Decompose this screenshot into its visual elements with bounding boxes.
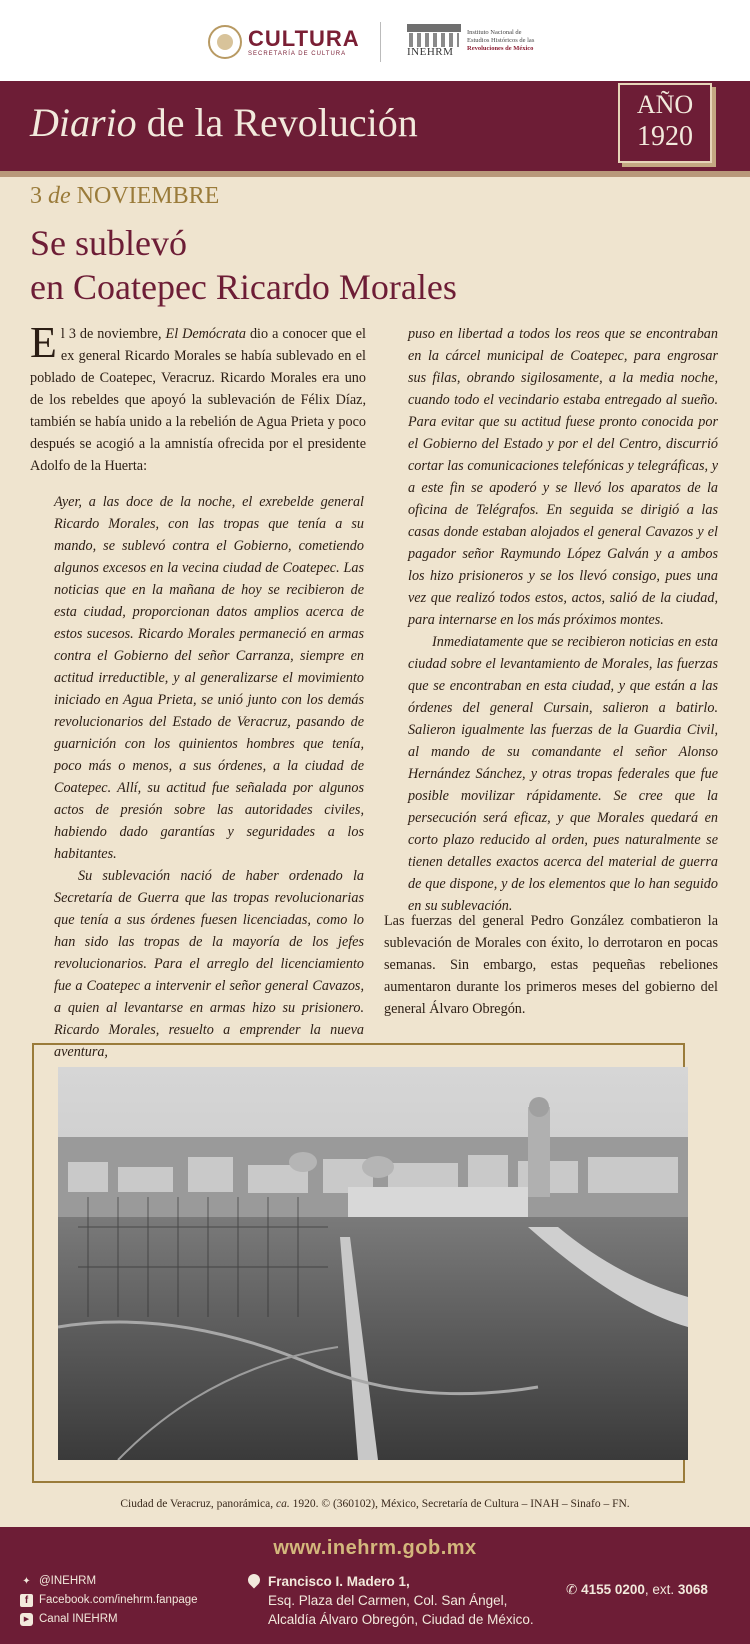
seal-icon — [208, 25, 242, 59]
social-links — [20, 1572, 198, 1629]
quote-paragraph-3: puso en libertad a todos los reos que se encontraban en la cárcel municipal de Coatepec, para engrosar sus filas, obrando sigilosamente, a la media noche, cuando todo el vecindario estaba entregado al sueño. Para evitar que su actitud fuese pronto conocida por el Gobierno del Estado y por el del Centro, discurrió cortar las comunicaciones telefónicas y telegráficas, y a este fin se apoderó y se llevó los aparatos de la oficina de Telégrafos. En seguida se dirigió a las casas donde estaban alojados el general Cavazos y el pagador señor Raymundo López Galván y a ambos los hizo prisioneros y se los llevó consigo, pues una vez que realizó todos estos, actos, salió de la ciudad, para internarse en los más próximos montes. — [408, 326, 718, 628]
phone-icon: ✆ — [566, 1582, 582, 1597]
youtube-channel: Canal INEHRM — [39, 1613, 118, 1625]
date-de: de — [48, 183, 71, 209]
quote-paragraph-4: Inmediatamente que se recibieron noticias en esta ciudad sobre el levantamiento de Morales, las fuerzas que se encontraban en esta ciudad, y que están a las órdenes del general Cursain, salieron a batirlo. Salieron igualmente las fuerzas de la Guardia Civil, al mando de su comandante el señor Alonso Hernández Sánchez, y otras tropas federales que fue posible movilizar rápidamente. Se cree que la persecución será eficaz, y que Morales quedará en corto plazo reducido al orden, pues naturalmente se tienen detalles exactos acerca del material de guerra de que dispone, y de los elementos que lo han seguido en su sublevación. — [408, 634, 718, 914]
twitter-icon: ✦ — [22, 1576, 31, 1587]
top-bar — [0, 0, 750, 81]
quote-right — [408, 323, 718, 917]
caption-circa: ca. — [275, 1498, 290, 1510]
facebook-icon: f — [20, 1594, 33, 1607]
photo-caption — [0, 1498, 750, 1510]
closing-paragraph: Las fuerzas del general Pedro González combatieron la sublevación de Morales con éxito, lo derrotaron en pocas semanas. Sin embargo, estas pequeñas rebeliones aumentaron durante los primeros meses del gobierno del general Álvaro Obregón. — [384, 913, 718, 1017]
quote-paragraph-2: Su sublevación nació de haber ordenado la Secretaría de Guerra que las tropas revolucionarias que tenía a sus órdenes fuesen licenciadas, como lo han sido las tropas de la mayoría de los jefes revolucionarios. Para el arreglo del licenciamiento fue a Coatepec a intervenir el señor general Cavazos, a quien al levantarse en armas hizo su prisionero. Ricardo Morales, resuelto a emprender la nueva aventura, — [54, 868, 364, 1060]
phone-ext-label: , ext. — [644, 1582, 678, 1597]
headline-line1: Se sublevó — [30, 223, 187, 263]
address-line2: Esq. Plaza del Carmen, Col. San Ángel, — [268, 1593, 508, 1608]
publication-title — [30, 98, 418, 148]
website-link[interactable]: www.inehrm.gob.mx — [273, 1537, 477, 1559]
date-day: 3 — [30, 183, 42, 209]
caption-a: Ciudad de Veracruz, panorámica, — [120, 1498, 276, 1510]
address-line1: Francisco I. Madero 1, — [268, 1574, 410, 1589]
twitter-link[interactable] — [20, 1572, 198, 1591]
date-month: NOVIEMBRE — [76, 183, 220, 209]
cultura-logo — [208, 22, 360, 62]
caption-b: 1920. © (360102), México, Secretaría de Cultura – INAH – Sinafo – FN. — [289, 1498, 630, 1510]
headline-line2: en Coatepec Ricardo Morales — [30, 267, 457, 307]
youtube-icon: ▶ — [20, 1613, 33, 1626]
inehrm-word: INEHRM — [407, 46, 454, 58]
youtube-link[interactable] — [20, 1610, 198, 1629]
year-box — [618, 83, 712, 163]
intro-b: dio a conocer que el ex general Ricardo Morales se había sublevado en el poblado de Coatepec, Veracruz. Ricardo Morales era uno de los rebeldes que apoyó la sublevación de Félix Díaz, también se había unido a la rebelión de Agua Prieta y poco después se acogió a la amnistía ofrecida por el presidente Adolfo de la Huerta: — [30, 326, 366, 474]
facebook-link[interactable] — [20, 1591, 198, 1610]
quote-paragraph-1: Ayer, a las doce de la noche, el exrebelde general Ricardo Morales, con las tropas que tenía a su mando, se sublevó contra el Gobierno, cometiendo algunos excesos en la vecina ciudad de Coatepec. Las noticias que en la mañana de hoy se recibieron de esta ciudad, proporcionan datos amplios acerca de estos sucesos. Ricardo Morales permaneció en armas contra el Gobierno del señor Carranza, siempre en actitud irreductible, y al generalizarse el movimiento iniciado en Agua Prieta, se unió junto con los demás revolucionarios del Estado de Veracruz, pasando de guarnición con los quinientos hombres que tenía, poco más o menos, a sus órdenes, a la ciudad de Coatepec. Allí, su actitud fue señalada por algunos actos de presión sobre las autoridades civiles, habiendo dado garantías y seguridades a los habitantes. — [54, 494, 364, 862]
year-word: AÑO — [636, 90, 694, 119]
phone-number: 4155 0200 — [581, 1582, 645, 1597]
building-icon — [407, 24, 461, 58]
cultura-name: CULTURA — [248, 26, 360, 51]
dropcap: E — [30, 318, 57, 367]
inehrm-line2: Estudios Históricos de las — [467, 37, 535, 44]
inehrm-logo — [407, 24, 534, 58]
phone — [566, 1582, 708, 1598]
address — [250, 1572, 534, 1629]
title-rest: de la Revolución — [136, 100, 418, 145]
intro-paragraph — [30, 318, 366, 477]
phone-ext: 3068 — [677, 1582, 708, 1597]
year-number: 1920 — [637, 121, 693, 152]
address-line3: Alcaldía Álvaro Obregón, Ciudad de México. — [268, 1612, 534, 1627]
headline — [30, 221, 457, 309]
facebook-url: Facebook.com/inehrm.fanpage — [39, 1594, 198, 1606]
quote-left — [54, 491, 364, 1063]
article-date — [30, 183, 219, 210]
cultura-subtitle: SECRETARÍA DE CULTURA — [248, 51, 347, 57]
inehrm-line1: Instituto Nacional de — [467, 29, 522, 36]
inehrm-line3: Revoluciones de México — [467, 45, 534, 52]
veracruz-panorama-photo — [58, 1067, 688, 1460]
logo-divider — [380, 22, 381, 62]
banner-strip — [0, 171, 750, 177]
twitter-handle: @INEHRM — [39, 1575, 97, 1587]
title-italic: Diario — [30, 100, 137, 145]
intro-a: l 3 de noviembre, — [60, 326, 166, 342]
intro-newspaper: El Demócrata — [165, 326, 246, 342]
